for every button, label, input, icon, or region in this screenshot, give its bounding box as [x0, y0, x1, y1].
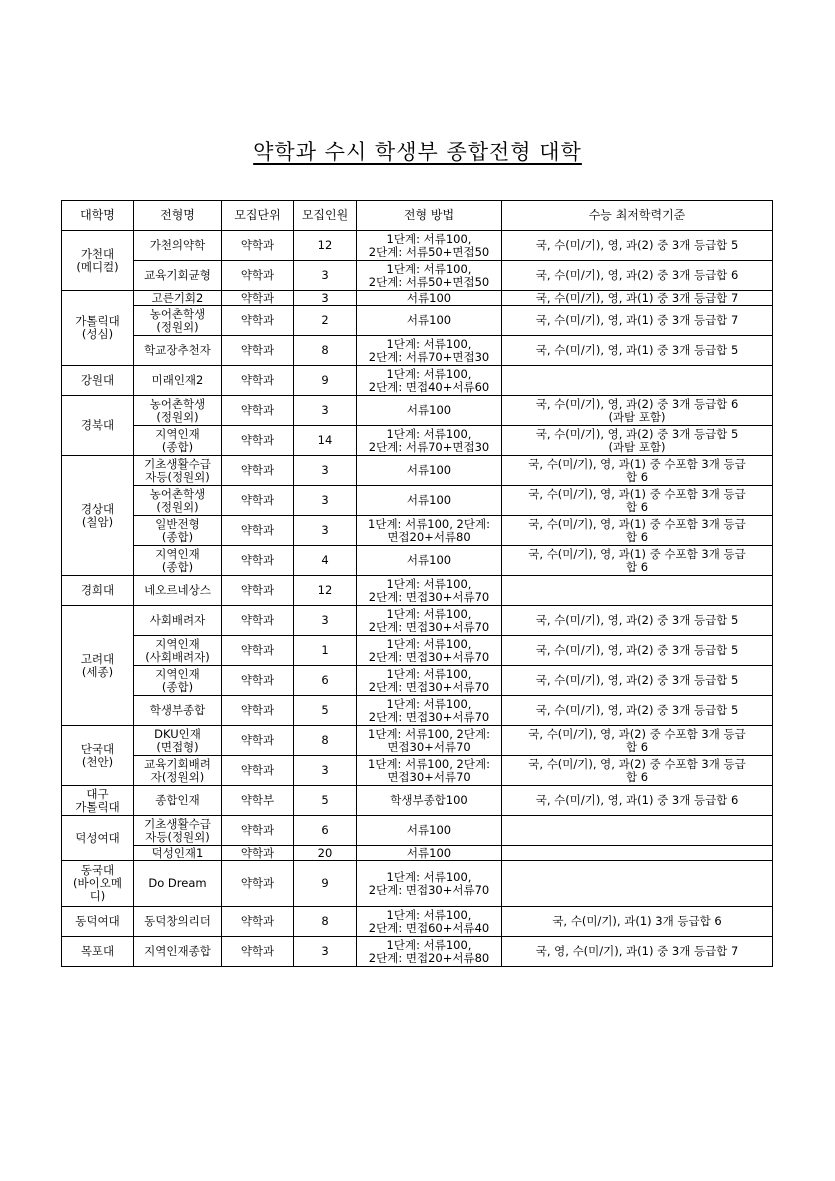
- unit-cell: 약학과: [222, 516, 294, 546]
- minimum-cell: 국, 수(미/기), 영, 과(2) 중 3개 등급합 5 (과탐 포함): [502, 426, 773, 456]
- unit-cell: 약학과: [222, 366, 294, 396]
- method-cell: 서류100: [357, 486, 502, 516]
- count-cell: 3: [294, 261, 357, 291]
- method-cell: 1단계: 서류100, 2단계: 면접30+서류70: [357, 606, 502, 636]
- university-name-cell: 고려대 (세종): [62, 606, 134, 726]
- count-cell: 3: [294, 486, 357, 516]
- table-row: [62, 666, 773, 696]
- admission-type-cell: 네오르네상스: [134, 576, 222, 606]
- unit-cell: 약학과: [222, 231, 294, 261]
- minimum-cell: [502, 861, 773, 907]
- admission-type-cell: 지역인재 (종합): [134, 546, 222, 576]
- university-name-cell: 경상대 (칠암): [62, 456, 134, 576]
- unit-cell: 약학과: [222, 846, 294, 861]
- university-name-cell: 대구 가톨릭대: [62, 786, 134, 816]
- admission-type-cell: 일반전형 (종합): [134, 516, 222, 546]
- minimum-cell: 국, 수(미/기), 영, 과(2) 중 3개 등급합 5: [502, 231, 773, 261]
- count-cell: 3: [294, 456, 357, 486]
- method-cell: 1단계: 서류100, 2단계: 면접30+서류70: [357, 696, 502, 726]
- minimum-cell: [502, 816, 773, 846]
- header-minimum: 수능 최저학력기준: [502, 201, 773, 231]
- minimum-cell: 국, 수(미/기), 영, 과(1) 중 3개 등급합 7: [502, 291, 773, 306]
- university-name-cell: 목포대: [62, 937, 134, 967]
- table-row: [62, 456, 773, 486]
- admission-type-cell: 덕성인재1: [134, 846, 222, 861]
- admission-type-cell: 고른기회2: [134, 291, 222, 306]
- count-cell: 12: [294, 576, 357, 606]
- count-cell: 6: [294, 666, 357, 696]
- table-row: [62, 231, 773, 261]
- minimum-cell: 국, 수(미/기), 영, 과(2) 중 3개 등급합 5: [502, 666, 773, 696]
- count-cell: 9: [294, 366, 357, 396]
- count-cell: 5: [294, 696, 357, 726]
- unit-cell: 약학과: [222, 396, 294, 426]
- admission-type-cell: 가천의약학: [134, 231, 222, 261]
- admission-type-cell: 학생부종합: [134, 696, 222, 726]
- count-cell: 3: [294, 756, 357, 786]
- admission-type-cell: 동덕창의리더: [134, 907, 222, 937]
- method-cell: 1단계: 서류100, 2단계: 서류70+면접30: [357, 426, 502, 456]
- table-row: [62, 816, 773, 846]
- count-cell: 14: [294, 426, 357, 456]
- university-name-cell: 가천대 (메디컬): [62, 231, 134, 291]
- university-name-cell: 강원대: [62, 366, 134, 396]
- table-row: [62, 756, 773, 786]
- header-count: 모집인원: [294, 201, 357, 231]
- count-cell: 2: [294, 306, 357, 336]
- count-cell: 3: [294, 291, 357, 306]
- table-row: [62, 937, 773, 967]
- minimum-cell: 국, 수(미/기), 영, 과(1) 중 3개 등급합 5: [502, 336, 773, 366]
- university-name-cell: 단국대 (천안): [62, 726, 134, 786]
- minimum-cell: [502, 846, 773, 861]
- method-cell: 1단계: 서류100, 2단계: 면접20+서류80: [357, 937, 502, 967]
- minimum-cell: 국, 영, 수(미/기), 과(1) 중 3개 등급합 7: [502, 937, 773, 967]
- method-cell: 1단계: 서류100, 2단계: 면접30+서류70: [357, 756, 502, 786]
- admission-type-cell: 교육기회균형: [134, 261, 222, 291]
- unit-cell: 약학과: [222, 576, 294, 606]
- university-name-cell: 경희대: [62, 576, 134, 606]
- unit-cell: 약학부: [222, 786, 294, 816]
- unit-cell: 약학과: [222, 456, 294, 486]
- minimum-cell: 국, 수(미/기), 영, 과(1) 중 수포함 3개 등급 합 6: [502, 516, 773, 546]
- table-row: [62, 861, 773, 907]
- count-cell: 4: [294, 546, 357, 576]
- method-cell: 학생부종합100: [357, 786, 502, 816]
- count-cell: 8: [294, 726, 357, 756]
- admission-type-cell: DKU인재 (면접형): [134, 726, 222, 756]
- header-unit: 모집단위: [222, 201, 294, 231]
- method-cell: 서류100: [357, 846, 502, 861]
- method-cell: 1단계: 서류100, 2단계: 서류50+면접50: [357, 231, 502, 261]
- unit-cell: 약학과: [222, 726, 294, 756]
- unit-cell: 약학과: [222, 636, 294, 666]
- minimum-cell: 국, 수(미/기), 영, 과(1) 중 수포함 3개 등급 합 6: [502, 456, 773, 486]
- count-cell: 5: [294, 786, 357, 816]
- admission-type-cell: 종합인재: [134, 786, 222, 816]
- minimum-cell: 국, 수(미/기), 영, 과(2) 중 3개 등급합 6: [502, 261, 773, 291]
- table-row: [62, 306, 773, 336]
- method-cell: 1단계: 서류100, 2단계: 서류70+면접30: [357, 336, 502, 366]
- table-row: [62, 516, 773, 546]
- admission-type-cell: 기초생활수급 자등(정원외): [134, 816, 222, 846]
- admission-type-cell: 학교장추천자: [134, 336, 222, 366]
- unit-cell: 약학과: [222, 426, 294, 456]
- table-row: [62, 636, 773, 666]
- count-cell: 1: [294, 636, 357, 666]
- admission-type-cell: 사회배려자: [134, 606, 222, 636]
- method-cell: 1단계: 서류100, 2단계: 서류50+면접50: [357, 261, 502, 291]
- method-cell: 1단계: 서류100, 2단계: 면접60+서류40: [357, 907, 502, 937]
- admission-type-cell: 기초생활수급 자등(정원외): [134, 456, 222, 486]
- unit-cell: 약학과: [222, 756, 294, 786]
- university-name-cell: 덕성여대: [62, 816, 134, 861]
- method-cell: 1단계: 서류100, 2단계: 면접40+서류60: [357, 366, 502, 396]
- admission-type-cell: 농어촌학생 (정원외): [134, 486, 222, 516]
- table-row: [62, 291, 773, 306]
- table-row: [62, 846, 773, 861]
- header-method: 전형 방법: [357, 201, 502, 231]
- count-cell: 20: [294, 846, 357, 861]
- unit-cell: 약학과: [222, 666, 294, 696]
- count-cell: 6: [294, 816, 357, 846]
- page-title: 약학과 수시 학생부 종합전형 대학: [253, 140, 582, 164]
- table-row: [62, 786, 773, 816]
- method-cell: 서류100: [357, 546, 502, 576]
- unit-cell: 약학과: [222, 696, 294, 726]
- header-university: 대학명: [62, 201, 134, 231]
- admission-type-cell: Do Dream: [134, 861, 222, 907]
- method-cell: 1단계: 서류100, 2단계: 면접20+서류80: [357, 516, 502, 546]
- table-row: [62, 907, 773, 937]
- minimum-cell: [502, 366, 773, 396]
- method-cell: 1단계: 서류100, 2단계: 면접30+서류70: [357, 861, 502, 907]
- unit-cell: 약학과: [222, 336, 294, 366]
- unit-cell: 약학과: [222, 546, 294, 576]
- count-cell: 12: [294, 231, 357, 261]
- table-row: [62, 696, 773, 726]
- table-header-row: [62, 201, 773, 231]
- unit-cell: 약학과: [222, 261, 294, 291]
- minimum-cell: 국, 수(미/기), 영, 과(2) 중 수포함 3개 등급 합 6: [502, 756, 773, 786]
- table-row: [62, 426, 773, 456]
- unit-cell: 약학과: [222, 907, 294, 937]
- minimum-cell: 국, 수(미/기), 영, 과(2) 중 3개 등급합 6 (과탐 포함): [502, 396, 773, 426]
- unit-cell: 약학과: [222, 291, 294, 306]
- method-cell: 서류100: [357, 306, 502, 336]
- method-cell: 서류100: [357, 291, 502, 306]
- minimum-cell: 국, 수(미/기), 영, 과(2) 중 수포함 3개 등급 합 6: [502, 726, 773, 756]
- minimum-cell: 국, 수(미/기), 영, 과(1) 중 3개 등급합 6: [502, 786, 773, 816]
- minimum-cell: 국, 수(미/기), 영, 과(2) 중 3개 등급합 5: [502, 636, 773, 666]
- minimum-cell: 국, 수(미/기), 영, 과(2) 중 3개 등급합 5: [502, 606, 773, 636]
- table-row: [62, 576, 773, 606]
- method-cell: 1단계: 서류100, 2단계: 면접30+서류70: [357, 636, 502, 666]
- count-cell: 3: [294, 937, 357, 967]
- table-row: [62, 336, 773, 366]
- admission-type-cell: 교육기회배려 자(정원외): [134, 756, 222, 786]
- count-cell: 3: [294, 516, 357, 546]
- method-cell: 서류100: [357, 816, 502, 846]
- unit-cell: 약학과: [222, 606, 294, 636]
- admission-type-cell: 농어촌학생 (정원외): [134, 306, 222, 336]
- unit-cell: 약학과: [222, 486, 294, 516]
- minimum-cell: 국, 수(미/기), 영, 과(1) 중 3개 등급합 7: [502, 306, 773, 336]
- minimum-cell: 국, 수(미/기), 영, 과(2) 중 3개 등급합 5: [502, 696, 773, 726]
- minimum-cell: [502, 576, 773, 606]
- header-admission-type: 전형명: [134, 201, 222, 231]
- unit-cell: 약학과: [222, 306, 294, 336]
- university-name-cell: 동덕여대: [62, 907, 134, 937]
- university-name-cell: 동국대 (바이오메 디): [62, 861, 134, 907]
- minimum-cell: 국, 수(미/기), 영, 과(1) 중 수포함 3개 등급 합 6: [502, 486, 773, 516]
- count-cell: 3: [294, 606, 357, 636]
- admission-type-cell: 지역인재 (사회배려자): [134, 636, 222, 666]
- count-cell: 8: [294, 336, 357, 366]
- minimum-cell: 국, 수(미/기), 과(1) 3개 등급합 6: [502, 907, 773, 937]
- admission-type-cell: 지역인재 (종합): [134, 666, 222, 696]
- table-row: [62, 366, 773, 396]
- admission-type-cell: 농어촌학생 (정원외): [134, 396, 222, 426]
- university-name-cell: 경북대: [62, 396, 134, 456]
- table-row: [62, 396, 773, 426]
- table-row: [62, 261, 773, 291]
- admission-type-cell: 지역인재종합: [134, 937, 222, 967]
- university-name-cell: 가톨릭대 (성심): [62, 291, 134, 366]
- count-cell: 9: [294, 861, 357, 907]
- admission-type-cell: 미래인재2: [134, 366, 222, 396]
- table-row: [62, 606, 773, 636]
- table-row: [62, 546, 773, 576]
- unit-cell: 약학과: [222, 861, 294, 907]
- count-cell: 3: [294, 396, 357, 426]
- minimum-cell: 국, 수(미/기), 영, 과(1) 중 수포함 3개 등급 합 6: [502, 546, 773, 576]
- unit-cell: 약학과: [222, 937, 294, 967]
- method-cell: 1단계: 서류100, 2단계: 면접30+서류70: [357, 726, 502, 756]
- method-cell: 1단계: 서류100, 2단계: 면접30+서류70: [357, 666, 502, 696]
- unit-cell: 약학과: [222, 816, 294, 846]
- table-row: [62, 486, 773, 516]
- method-cell: 1단계: 서류100, 2단계: 면접30+서류70: [357, 576, 502, 606]
- admission-table: [61, 200, 773, 967]
- table-row: [62, 726, 773, 756]
- method-cell: 서류100: [357, 456, 502, 486]
- count-cell: 8: [294, 907, 357, 937]
- method-cell: 서류100: [357, 396, 502, 426]
- admission-type-cell: 지역인재 (종합): [134, 426, 222, 456]
